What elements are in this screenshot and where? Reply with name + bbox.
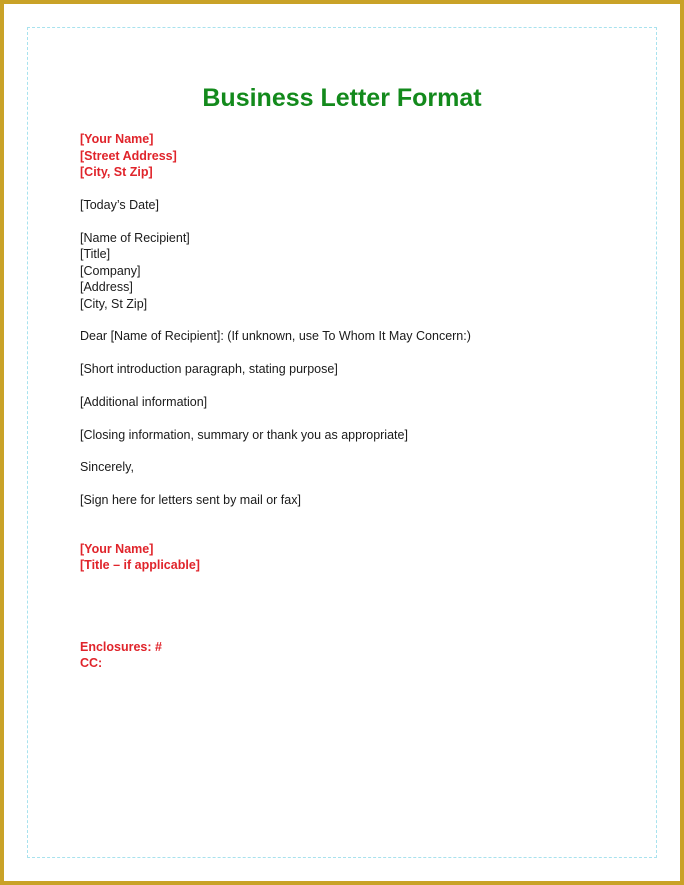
signature-title: [Title – if applicable] <box>80 558 200 572</box>
body-additional: [Additional information] <box>80 395 208 409</box>
sender-city: [City, St Zip] <box>80 165 153 179</box>
recipient-title: [Title] <box>80 247 111 261</box>
sender-name: [Your Name] <box>80 132 154 146</box>
recipient-name: [Name of Recipient] <box>80 231 190 245</box>
sender-street: [Street Address] <box>80 149 177 163</box>
cc: CC: <box>80 656 103 670</box>
document-title: Business Letter Format <box>202 84 482 112</box>
body-closing-info: [Closing information, summary or thank you as appropriate] <box>80 428 408 442</box>
recipient-address: [Address] <box>80 280 133 294</box>
closing: Sincerely, <box>80 460 134 474</box>
letter-date: [Today’s Date] <box>80 198 159 212</box>
signature-name: [Your Name] <box>80 542 154 556</box>
signature-note: [Sign here for letters sent by mail or fax] <box>80 493 301 507</box>
recipient-city: [City, St Zip] <box>80 297 148 311</box>
salutation: Dear [Name of Recipient]: (If unknown, use To Whom It May Concern:) <box>80 329 471 343</box>
recipient-company: [Company] <box>80 264 141 278</box>
body-intro: [Short introduction paragraph, stating purpose] <box>80 362 338 376</box>
enclosures: Enclosures: # <box>80 640 162 654</box>
